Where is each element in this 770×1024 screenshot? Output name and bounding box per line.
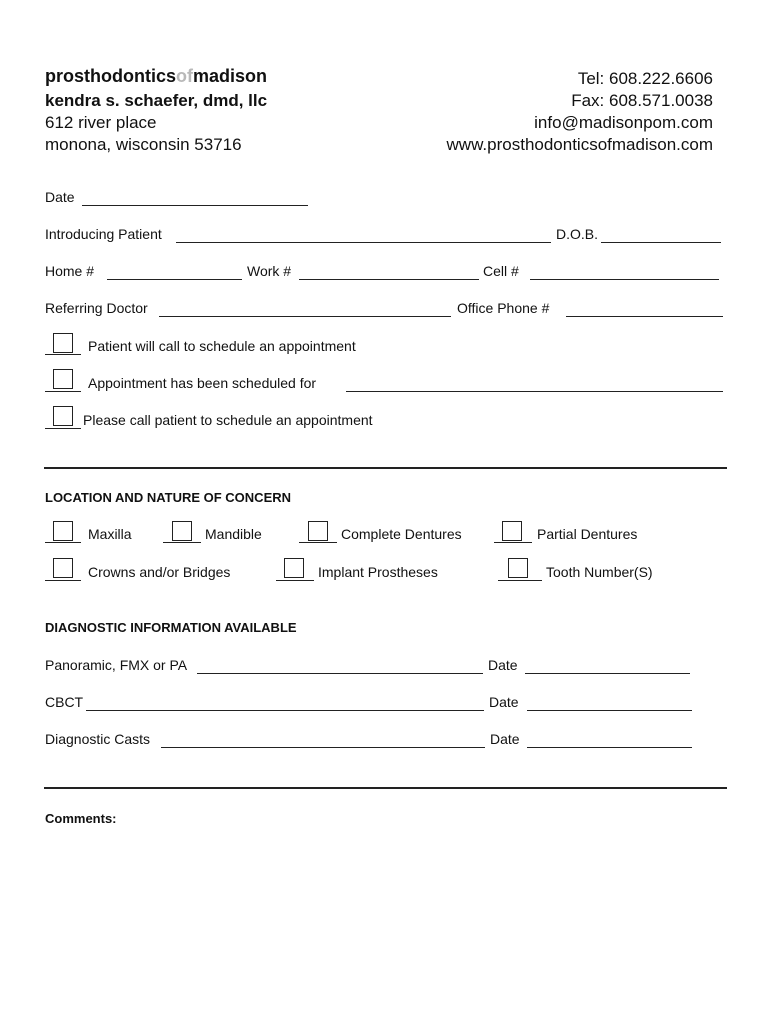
referring-doctor-field[interactable] [159, 316, 451, 317]
email: info@madisonpom.com [534, 113, 713, 132]
partial-dentures-label: Partial Dentures [537, 526, 638, 542]
logo-part-madison: madison [193, 66, 268, 86]
work-phone-label: Work # [247, 263, 292, 279]
cell-phone-field[interactable] [530, 279, 719, 280]
cbct-label: CBCT [45, 694, 84, 710]
implant-prostheses-label: Implant Prostheses [318, 564, 438, 580]
checkbox-underline [163, 542, 201, 543]
cbct-date-label: Date [489, 694, 519, 710]
checkbox-underline [45, 580, 81, 581]
practice-logo [45, 66, 267, 87]
patient-will-call-checkbox[interactable] [53, 333, 73, 353]
partial-dentures-checkbox[interactable] [502, 521, 522, 541]
checkbox-underline [299, 542, 337, 543]
checkbox-underline [45, 542, 81, 543]
dob-label: D.O.B. [556, 226, 599, 242]
please-call-label: Please call patient to schedule an appointment [83, 412, 373, 428]
logo-part-prosthodontics: prosthodontics [45, 66, 176, 86]
maxilla-checkbox[interactable] [53, 521, 73, 541]
maxilla-label: Maxilla [88, 526, 132, 542]
checkbox-underline [276, 580, 314, 581]
cell-phone-label: Cell # [483, 263, 519, 279]
patient-will-call-label: Patient will call to schedule an appointment [88, 338, 356, 354]
office-phone-field[interactable] [566, 316, 723, 317]
introducing-patient-field[interactable] [176, 242, 551, 243]
telephone: Tel: 608.222.6606 [577, 69, 713, 88]
appointment-scheduled-field[interactable] [346, 391, 723, 392]
referring-doctor-label: Referring Doctor [45, 300, 148, 316]
section-divider [44, 787, 727, 789]
dob-field[interactable] [601, 242, 721, 243]
checkbox-underline [494, 542, 532, 543]
introducing-patient-label: Introducing Patient [45, 226, 162, 242]
crowns-bridges-label: Crowns and/or Bridges [88, 564, 231, 580]
location-section-title: LOCATION AND NATURE OF CONCERN [45, 490, 292, 505]
panoramic-label: Panoramic, FMX or PA [45, 657, 188, 673]
work-phone-field[interactable] [299, 279, 479, 280]
diagnostic-casts-label: Diagnostic Casts [45, 731, 151, 747]
home-phone-label: Home # [45, 263, 95, 279]
panoramic-date-label: Date [488, 657, 518, 673]
diagnostic-section-title: DIAGNOSTIC INFORMATION AVAILABLE [45, 620, 297, 635]
mandible-label: Mandible [205, 526, 262, 542]
checkbox-underline [45, 391, 81, 392]
cbct-field[interactable] [86, 710, 484, 711]
date-label: Date [45, 189, 75, 205]
date-field[interactable] [82, 205, 308, 206]
checkbox-underline [45, 354, 81, 355]
office-phone-label: Office Phone # [457, 300, 550, 316]
tooth-number-checkbox[interactable] [508, 558, 528, 578]
complete-dentures-label: Complete Dentures [341, 526, 462, 542]
mandible-checkbox[interactable] [172, 521, 192, 541]
comments-label: Comments: [45, 811, 117, 826]
diagnostic-casts-date-label: Date [490, 731, 520, 747]
doctor-name: kendra s. schaefer, dmd, llc [45, 91, 268, 110]
fax: Fax: 608.571.0038 [571, 91, 713, 110]
panoramic-date-field[interactable] [525, 673, 690, 674]
comments-area[interactable] [45, 835, 725, 1005]
address-line-2: monona, wisconsin 53716 [45, 135, 242, 154]
logo-part-of: of [176, 66, 193, 86]
cbct-date-field[interactable] [527, 710, 692, 711]
crowns-bridges-checkbox[interactable] [53, 558, 73, 578]
diagnostic-casts-date-field[interactable] [527, 747, 692, 748]
complete-dentures-checkbox[interactable] [308, 521, 328, 541]
panoramic-field[interactable] [197, 673, 483, 674]
diagnostic-casts-field[interactable] [161, 747, 485, 748]
checkbox-underline [498, 580, 542, 581]
checkbox-underline [45, 428, 81, 429]
please-call-checkbox[interactable] [53, 406, 73, 426]
implant-prostheses-checkbox[interactable] [284, 558, 304, 578]
appointment-scheduled-label: Appointment has been scheduled for [88, 375, 317, 391]
home-phone-field[interactable] [107, 279, 242, 280]
section-divider [44, 467, 727, 469]
address-line-1: 612 river place [45, 113, 157, 132]
website: www.prosthodonticsofmadison.com [446, 135, 713, 154]
appointment-scheduled-checkbox[interactable] [53, 369, 73, 389]
tooth-number-label: Tooth Number(S) [546, 564, 653, 580]
